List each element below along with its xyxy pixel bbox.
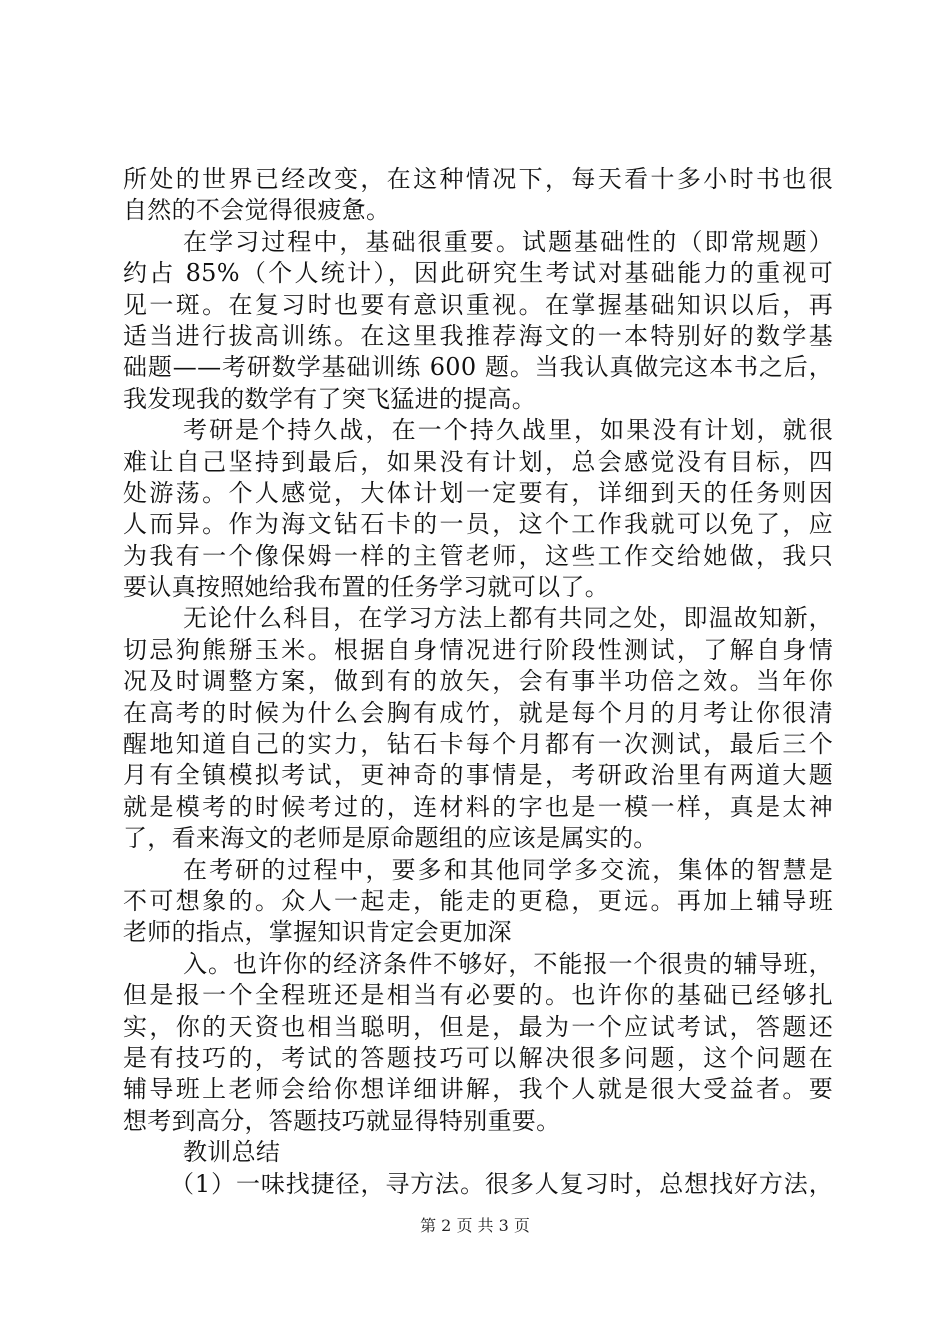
text-line: 在高考的时候为什么会胸有成竹，就是每个月的月考让你很清	[123, 698, 833, 727]
text-line: 自然的不会觉得很疲惫。	[123, 196, 391, 225]
text-line: 在考研的过程中，要多和其他同学多交流，集体的智慧是	[183, 855, 833, 884]
text-line: 但是报一个全程班还是相当有必要的。也许你的基础已经够扎	[123, 981, 833, 1010]
text-line: 要认真按照她给我布置的任务学习就可以了。	[123, 573, 609, 602]
text-line: 了，看来海文的老师是原命题组的应该是属实的。	[123, 824, 658, 853]
page-number-footer: 第 2 页 共 3 页	[420, 1216, 530, 1235]
text-line: 适当进行拔高训练。在这里我推荐海文的一本特别好的数学基	[123, 321, 833, 350]
text-line: （1）一味找捷径，寻方法。很多人复习时，总想找好方法，	[170, 1169, 833, 1198]
text-line: 约占 85%（个人统计），因此研究生考试对基础能力的重视可	[123, 259, 833, 288]
text-line: 难让自己坚持到最后，如果没有计划，总会感觉没有目标，四	[123, 447, 833, 476]
text-line: 无论什么科目，在学习方法上都有共同之处，即温故知新，	[183, 604, 833, 633]
text-line: 考研是个持久战，在一个持久战里，如果没有计划，就很	[183, 416, 833, 445]
document-body	[123, 164, 833, 1200]
text-line: 就是模考的时候考过的，连材料的字也是一模一样，真是太神	[123, 792, 833, 821]
text-line: 处游荡。个人感觉，大体计划一定要有，详细到天的任务则因	[123, 478, 833, 507]
text-line: 在学习过程中，基础很重要。试题基础性的（即常规题）	[183, 227, 833, 256]
text-line: 为我有一个像保姆一样的主管老师，这些工作交给她做，我只	[123, 541, 833, 570]
text-line: 所处的世界已经改变，在这种情况下，每天看十多小时书也很	[123, 165, 833, 193]
text-line: 础题——考研数学基础训练 600 题。当我认真做完这本书之后，	[123, 353, 833, 382]
text-line: 辅导班上老师会给你想详细讲解，我个人就是很大受益者。要	[123, 1075, 833, 1104]
text-line: 月有全镇模拟考试，更神奇的事情是，考研政治里有两道大题	[123, 761, 833, 790]
text-line: 实，你的天资也相当聪明，但是，最为一个应试考试，答题还	[123, 1012, 833, 1041]
text-line: 不可想象的。众人一起走，能走的更稳，更远。再加上辅导班	[123, 886, 833, 915]
text-line: 想考到高分，答题技巧就显得特别重要。	[123, 1106, 561, 1135]
text-line: 醒地知道自己的实力，钻石卡每个月都有一次测试，最后三个	[123, 730, 833, 759]
text-line: 况及时调整方案，做到有的放矢，会有事半功倍之效。当年你	[123, 667, 833, 696]
text-line: 是有技巧的，考试的答题技巧可以解决很多问题，这个问题在	[123, 1043, 833, 1072]
section-heading: 教训总结	[183, 1138, 281, 1167]
text-line: 老师的指点，掌握知识肯定会更加深	[123, 918, 512, 947]
text-line: 人而异。作为海文钻石卡的一员，这个工作我就可以免了，应	[123, 510, 833, 539]
text-line: 我发现我的数学有了突飞猛进的提高。	[123, 384, 537, 413]
text-line: 切忌狗熊掰玉米。根据自身情况进行阶段性测试，了解自身情	[123, 635, 833, 664]
text-line: 入。也许你的经济条件不够好，不能报一个很贵的辅导班，	[183, 949, 833, 978]
text-line: 见一斑。在复习时也要有意识重视。在掌握基础知识以后，再	[123, 290, 833, 319]
